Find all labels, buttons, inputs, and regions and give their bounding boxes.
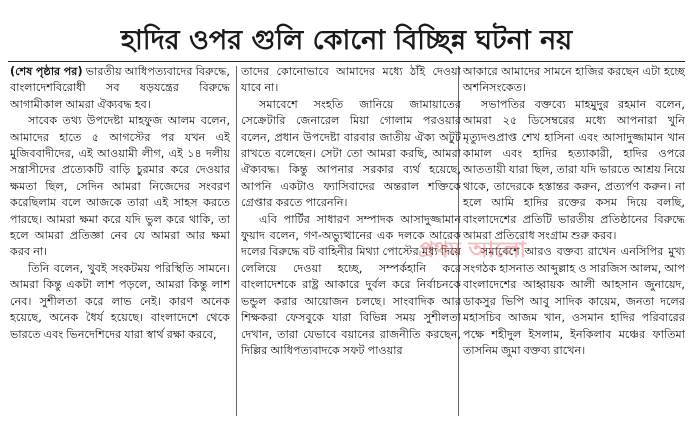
paragraph: সমাবেশে সংহতি জানিয়ে জামায়াতের সেক্রেটারি জেনারেল মিয়া গোলাম পরওয়ার বলেন, প্রধান উপদেষ্টা বারবার জাতীয় ঐক্য অটুট রাখতে বলেছেন। সেটা তো আমরা করছি, আমরা ঐক্যবদ্ধ। কিন্তু আপনার সরকার ব্যর্থ হয়েছে, আপনি একটাও ফ্যাসিবাদের অন্তরাল শক্তিকে গ্রেপ্তার করতে পারেননি।: [241, 97, 461, 210]
paragraph: তিনি বলেন, খুবই সংকটময় পরিস্থিতি সামনে। আমরা কিন্তু একটা লাশ পড়লে, আমরা কিন্তু লাশ নেব। সুশীলতা করে লাভ নেই। কারণ অনেক হয়েছে, অনেক ধৈর্য হয়েছে। বাংলাদেশে থেকে ভারতে এবং ভিনদেশিদের যারা স্বার্থ রক্ষা করবে,: [10, 261, 230, 341]
publisher-watermark: প্রথম আলো: [418, 238, 526, 263]
continuation-marker: (শেষ পৃষ্ঠার পর): [10, 65, 83, 78]
paragraph: তাদের কোনোভাবে আমাদের মধ্যে ঠাঁই দেওয়া যাবে না।: [241, 65, 461, 95]
paragraph: সমাবেশে আরও বক্তব্য রাখেন এনসিপির মুখ্য সংগঠক হাসনাত আব্দুল্লাহ ও সারজিস আলম, আপ বাংলাদেশের আহ্বায়ক আলী আহসান জুনায়েদ, ডাকসুর ভিপি আবু সাদিক কায়েম, জনতা দলের মহাসচিব আজম খান, ওসমান হাদির পরিবারের পক্ষে শহীদুল ইসলাম, ইনকিলাব মঞ্চের ফাতিমা তাসনিম জুমা বক্তব্য রাখেন।: [463, 245, 685, 357]
paragraph: এবি পার্টির সাধারণ সম্পাদক আসাদুজ্জামান ফুয়াদ বলেন, গণ-অভ্যুত্থানের এক দলকে আরেক দলের বিরুদ্ধে বট বাহিনীর মিথ্যা পোস্টের মধ্য দিয়ে লেলিয়ে দেওয়া হচ্ছে, সম্পর্কহানি করে বাংলাদেশকে রাষ্ট্র আকারে দুর্বল করে নির্বাচনকে ভন্ডুল করার আয়োজন চলছে। সাংবাদিক আর শিক্ষকরা ফেসবুকে যারা বিভিন্ন সময় সুশীলতা দেখান, তারা যেভাবে বয়ানের রাজনীতি করছেন, দিল্লির আধিপত্যবাদকে সফট পাওয়ার: [241, 212, 461, 357]
previous-article-strip: [0, 0, 693, 6]
paragraph: আকারে আমাদের সামনে হাজির করছেন এটা হচ্ছে অশনিসংকেত।: [463, 65, 685, 95]
headline: হাদির ওপর গুলি কোনো বিচ্ছিন্ন ঘটনা নয়: [120, 25, 573, 56]
column-divider: [236, 66, 237, 416]
paragraph: সভাপতির বক্তব্যে মাহমুদুর রহমান বলেন, আমরা ২৫ ডিসেম্বরের মধ্যে আপনারা খুনি মৃত্যুদণ্ডপ্রাপ্ত শেখ হাসিনা এবং আসাদুজ্জামান খান কামাল এবং হাদির হত্যাকারী, হাদির ওপরে আততায়ী যারা ছিল, তারা যদি ভারতে আশ্রয় নিয়ে থাকে, তাদেরকে হস্তান্তর করুন, প্রত্যর্পণ করুন। না হলে আমি হাদির রক্তের কসম দিয়ে বলছি, বাংলাদেশের প্রতিটি ভারতীয় প্রতিষ্ঠানের বিরুদ্ধে আমরা প্রতিরোধ সংগ্রাম শুরু করব।: [463, 97, 685, 243]
paragraph: সাবেক তথ্য উপদেষ্টা মাহফুজ আলম বলেন, আমাদের হাতে ৫ আগস্টের পর যখন এই মুজিববাদীদের, এই আওয়ামী লীগ, এই ১৪ দলীয় সন্ত্রাসীদের প্রত্যেকটি বাড়ি চুরমার করে দেওয়ার ক্ষমতা ছিল, সেদিন আমরা নিজেদের সংবরণ করেছিলাম বলে আজকে তারা এই সাহস করতে পারছে। আমরা ক্ষমা করে যদি ভুল করে থাকি, তা হলে আমরা প্রতিজ্ঞা নেব যে আমরা আর ক্ষমা করব না।: [10, 114, 230, 259]
headline-divider: [8, 61, 685, 62]
article-column-1: [10, 64, 230, 420]
paragraph: (শেষ পৃষ্ঠার পর) ভারতীয় আধিপত্যবাদের বিরুদ্ধে, বাংলাদেশবিরোধী সব ষড়যন্ত্রের বিরুদ্ধে আগামীকাল আমরা ঐক্যবদ্ধ হব।: [10, 65, 230, 111]
